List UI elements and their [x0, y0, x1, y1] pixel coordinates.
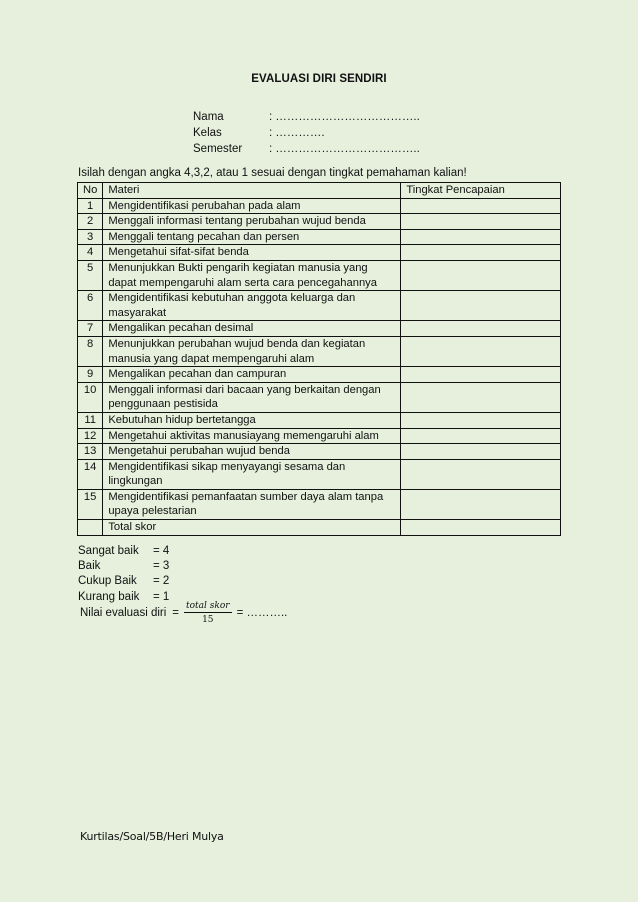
total-row — [78, 520, 561, 536]
row-score-cell[interactable] — [401, 260, 561, 290]
row-materi: Kebutuhan hidup bertetangga — [103, 412, 401, 428]
row-materi: Menggali informasi dari bacaan yang berkaitan dengan penggunaan pestisida — [103, 382, 401, 412]
row-score-cell[interactable] — [401, 336, 561, 366]
scale-value: = 4 — [153, 545, 170, 557]
row-number: 8 — [78, 336, 103, 366]
row-number: 7 — [78, 321, 103, 337]
row-number: 15 — [78, 489, 103, 519]
row-number: 3 — [78, 229, 103, 245]
scale-value: = 2 — [153, 575, 170, 588]
row-materi: Mengidentifikasi pemanfaatan sumber daya alam tanpa upaya pelestarian — [103, 489, 401, 519]
table-row — [78, 459, 561, 489]
row-materi: Mengidentifikasi perubahan pada alam — [103, 198, 401, 214]
row-materi: Mengetahui aktivitas manusiayang memengaruhi alam — [103, 428, 401, 444]
row-number: 13 — [78, 444, 103, 460]
row-score-cell[interactable] — [401, 321, 561, 337]
formula-numerator: total skor — [186, 601, 230, 611]
row-score-cell[interactable] — [401, 214, 561, 230]
identity-value: : ……………………………….. — [269, 111, 420, 123]
instruction-text: Isilah dengan angka 4,3,2, atau 1 sesuai dengan tingkat pemahaman kalian! — [78, 167, 467, 179]
formula-denominator: 15 — [202, 615, 214, 625]
table-row — [78, 291, 561, 321]
table-row — [78, 336, 561, 366]
formula-label: Nilai evaluasi diri — [80, 607, 167, 619]
identity-value: : …………. — [269, 127, 325, 139]
identity-row-kelas — [193, 125, 420, 141]
table-row — [78, 489, 561, 519]
total-no-cell — [78, 520, 103, 536]
row-materi: Mengetahui perubahan wujud benda — [103, 444, 401, 460]
header-tingkat-pencapaian: Tingkat Pencapaian — [401, 183, 561, 199]
row-number: 12 — [78, 428, 103, 444]
row-materi: Mengidentifikasi kebutuhan anggota keluarga dan masyarakat — [103, 291, 401, 321]
total-score-cell[interactable] — [401, 520, 561, 536]
row-number: 5 — [78, 260, 103, 290]
row-materi: Mengalikan pecahan dan campuran — [103, 367, 401, 383]
row-score-cell[interactable] — [401, 428, 561, 444]
table-row — [78, 382, 561, 412]
row-materi: Mengidentifikasi sikap menyayangi sesama dan lingkungan — [103, 459, 401, 489]
row-number: 9 — [78, 367, 103, 383]
table-header-row — [78, 183, 561, 199]
formula-equals: = — [172, 607, 180, 619]
row-score-cell[interactable] — [401, 382, 561, 412]
table-row — [78, 260, 561, 290]
row-number: 1 — [78, 198, 103, 214]
row-score-cell[interactable] — [401, 229, 561, 245]
table-row — [78, 245, 561, 261]
row-score-cell[interactable] — [401, 291, 561, 321]
table-row — [78, 321, 561, 337]
row-score-cell[interactable] — [401, 489, 561, 519]
scale-label: Sangat baik — [78, 545, 139, 557]
row-score-cell[interactable] — [401, 444, 561, 460]
table-row — [78, 367, 561, 383]
identity-row-semester — [193, 141, 420, 157]
table-row — [78, 444, 561, 460]
table-row — [78, 428, 561, 444]
header-materi: Materi — [103, 183, 401, 199]
row-score-cell[interactable] — [401, 412, 561, 428]
formula-fraction — [184, 601, 232, 625]
row-number: 2 — [78, 214, 103, 230]
scale-row — [78, 574, 169, 589]
row-number: 14 — [78, 459, 103, 489]
scale-label: Kurang baik — [78, 590, 140, 603]
identity-row-nama — [193, 109, 420, 125]
identity-label: Kelas — [193, 127, 222, 139]
header-no: No — [78, 183, 103, 199]
row-materi: Menggali informasi tentang perubahan wujud benda — [103, 214, 401, 230]
table-row — [78, 229, 561, 245]
scale-value: = 3 — [153, 560, 170, 573]
scale-row — [78, 559, 169, 574]
page-footer: Kurtilas/Soal/5B/Heri Mulya — [80, 830, 224, 843]
row-materi: Menunjukkan Bukti pengarih kegiatan manusia yang dapat mempengaruhi alam serta cara pencegahannya — [103, 260, 401, 290]
row-number: 11 — [78, 412, 103, 428]
row-number: 4 — [78, 245, 103, 261]
row-materi: Menunjukkan perubahan wujud benda dan kegiatan manusia yang dapat mempengaruhi alam — [103, 336, 401, 366]
row-materi: Mengetahui sifat-sifat benda — [103, 245, 401, 261]
table-row — [78, 214, 561, 230]
row-score-cell[interactable] — [401, 245, 561, 261]
scale-label: Baik — [78, 560, 101, 573]
identity-value: : ……………………………….. — [269, 143, 420, 155]
score-scale — [78, 544, 169, 605]
page-title: EVALUASI DIRI SENDIRI — [251, 73, 387, 85]
row-materi: Mengalikan pecahan desimal — [103, 321, 401, 337]
identity-label: Nama — [193, 111, 224, 123]
total-label: Total skor — [103, 520, 401, 536]
row-number: 10 — [78, 382, 103, 412]
identity-block — [193, 109, 420, 157]
formula-result: = ……….. — [236, 607, 288, 619]
table-body — [78, 198, 561, 519]
evaluation-table — [77, 182, 561, 536]
table-row — [78, 198, 561, 214]
row-score-cell[interactable] — [401, 459, 561, 489]
scale-row — [78, 544, 169, 559]
row-score-cell[interactable] — [401, 367, 561, 383]
scale-label: Cukup Baik — [78, 575, 137, 588]
evaluation-formula — [80, 601, 287, 625]
row-materi: Menggali tentang pecahan dan persen — [103, 229, 401, 245]
row-score-cell[interactable] — [401, 198, 561, 214]
row-number: 6 — [78, 291, 103, 321]
identity-label: Semester — [193, 143, 243, 155]
scale-value: = 1 — [153, 590, 170, 603]
table-row — [78, 412, 561, 428]
